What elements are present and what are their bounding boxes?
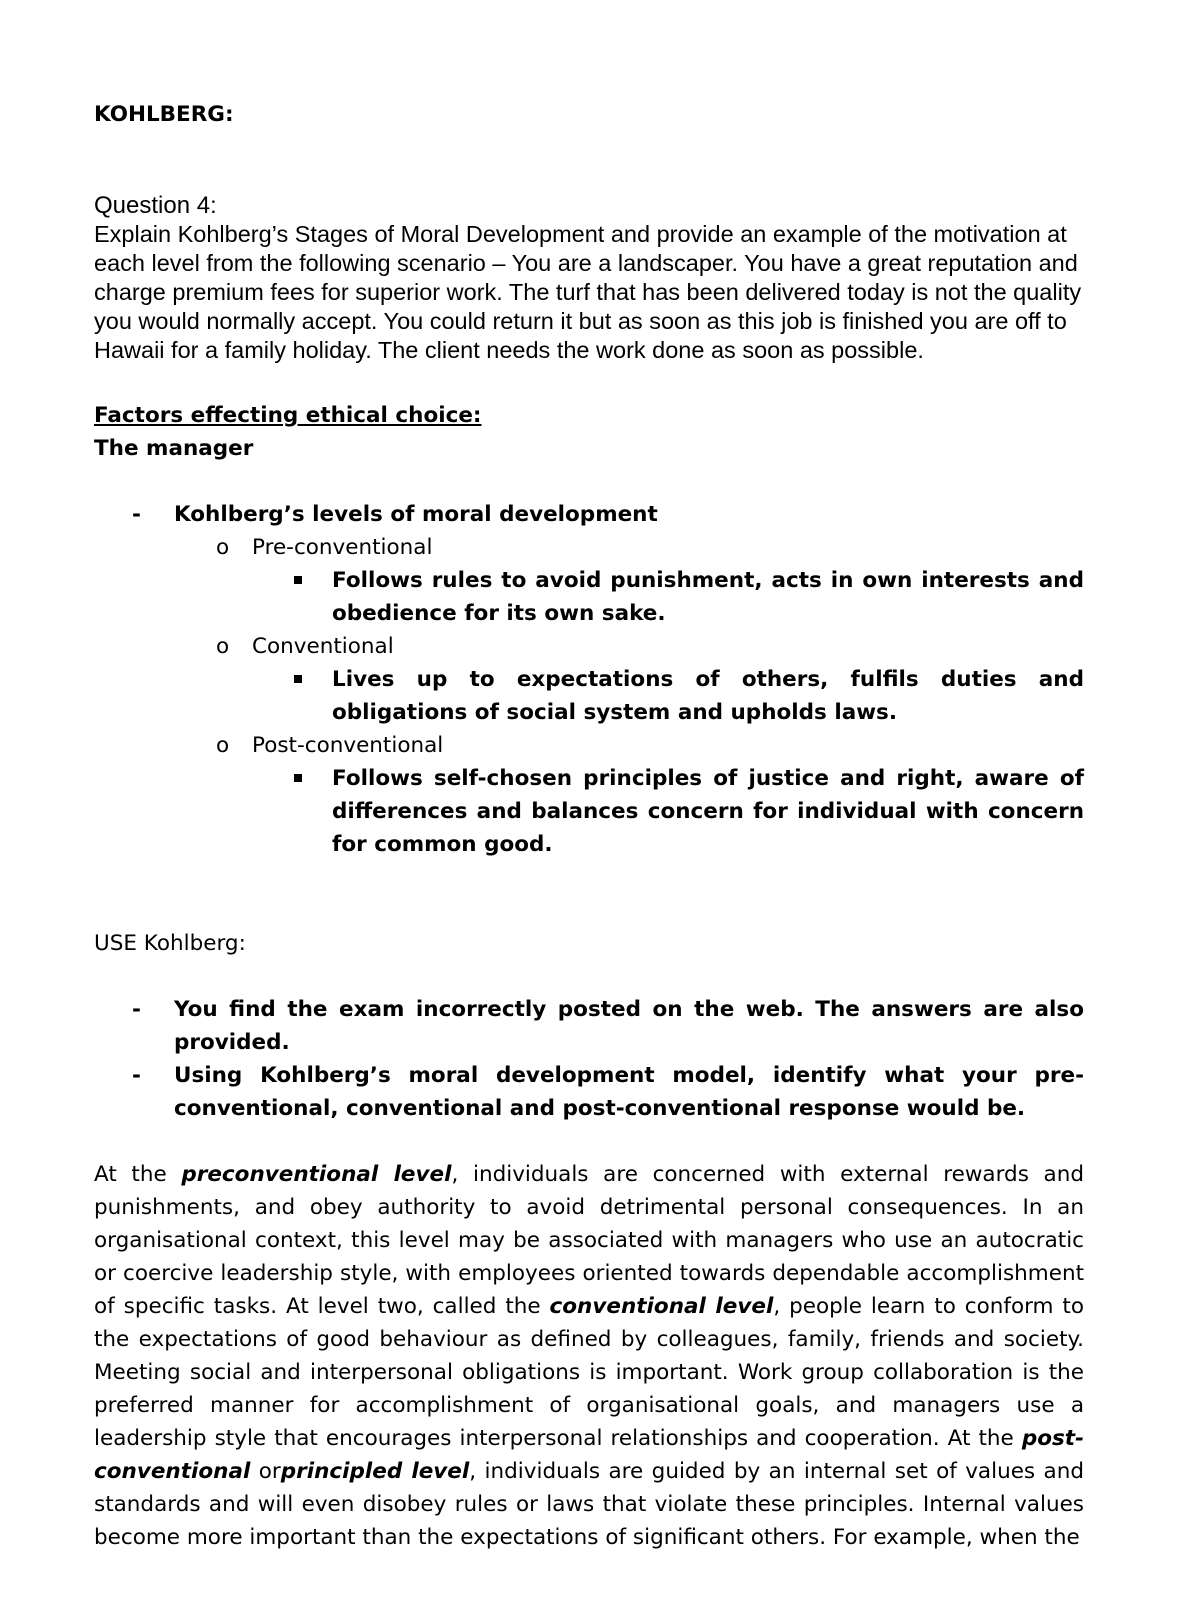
paragraph-text: or [250,1459,281,1484]
level-detail [94,564,1084,630]
body-paragraph [94,1158,1084,1554]
level-item [94,531,1084,564]
level-name: Conventional [252,634,394,659]
use-item-text: Using Kohlberg’s moral development model, identify what your pre-conventional, conventional and post-conventional response would be. [174,1063,1084,1121]
question-label-line [94,191,1084,220]
level-detail-text: Lives up to expectations of others, fulfils duties and obligations of social system and upholds laws. [332,667,1084,725]
square-bullet-icon [294,576,302,584]
circle-bullet: o [216,733,230,758]
term-conventional: conventional level [549,1294,774,1319]
paragraph-text: , people learn to conform to the expectations of good behaviour as defined by colleagues, family, friends and society. Meeting social and interpersonal obligations is important. Work group collaboration is the preferred manner for accomplishment of organisational goals, and managers use a leadership style that encourages interpersonal relationships and cooperation. At the [94,1294,1084,1451]
level-detail [94,663,1084,729]
spacer [94,465,1084,498]
spacer [94,131,1084,191]
square-bullet-icon [294,675,302,683]
spacer [94,365,1084,399]
kohlberg-list [94,498,1084,531]
term-principled: principled level [280,1459,470,1484]
use-item [94,993,1084,1059]
use-list [94,993,1084,1125]
term-preconventional: preconventional level [181,1162,452,1187]
question-colon: : [210,192,217,218]
use-heading: USE Kohlberg: [94,931,246,956]
paragraph-text: At the [94,1162,182,1187]
level-item [94,630,1084,663]
paragraph-text: , individuals are guided by an internal set of values and standards and will even disobey rules or laws that violate these principles. Internal values become more important than the expectations of significant others. For example, when the [94,1459,1085,1550]
use-item [94,1059,1084,1125]
level-detail [94,762,1084,861]
spacer [94,861,1084,927]
level-name: Post-conventional [252,733,444,758]
paragraph-text: , individuals are concerned with external rewards and punishments, and obey authority to avoid detrimental personal consequences. In an organisational context, this level may be associated with managers who use an autocratic or coercive leadership style, with employees oriented towards dependable accomplishment of specific tasks. At level two, called the [94,1162,1084,1319]
level-name: Pre-conventional [252,535,433,560]
factors-subheading: The manager [94,436,254,461]
document-heading: KOHLBERG: [94,102,234,127]
factors-section [94,399,1084,1554]
factors-heading: Factors effecting ethical choice: [94,403,482,428]
list-item [94,498,1084,531]
question-label: Question 4 [94,192,211,219]
circle-bullet: o [216,634,230,659]
question-text: Explain Kohlberg’s Stages of Moral Development and provide an example of the motivation at each level from the following scenario – You are a landscaper. You have a great reputation and charge premium fees for superior work. The turf that has been delivered today is not the quality you would normally accept. You could return it but as soon as this job is finished you are off to Hawaii for a family holiday. The client needs the work done as soon as possible. [94,221,1082,363]
spacer [94,960,1084,993]
level-item [94,729,1084,762]
question-block [94,191,1084,365]
levels-list [94,531,1084,861]
dash-bullet: - [132,997,141,1022]
dash-bullet: - [132,502,141,527]
list-item-label: Kohlberg’s levels of moral development [174,502,658,527]
level-detail-text: Follows rules to avoid punishment, acts in own interests and obedience for its own sake. [332,568,1084,626]
term-post-conventional: post-conventional [94,1426,1084,1484]
dash-bullet: - [132,1063,141,1088]
level-detail-text: Follows self-chosen principles of justice and right, aware of differences and balances concern for individual with concern for common good. [332,766,1084,857]
use-item-text: You find the exam incorrectly posted on the web. The answers are also provided. [174,997,1084,1055]
square-bullet-icon [294,774,302,782]
circle-bullet: o [216,535,230,560]
